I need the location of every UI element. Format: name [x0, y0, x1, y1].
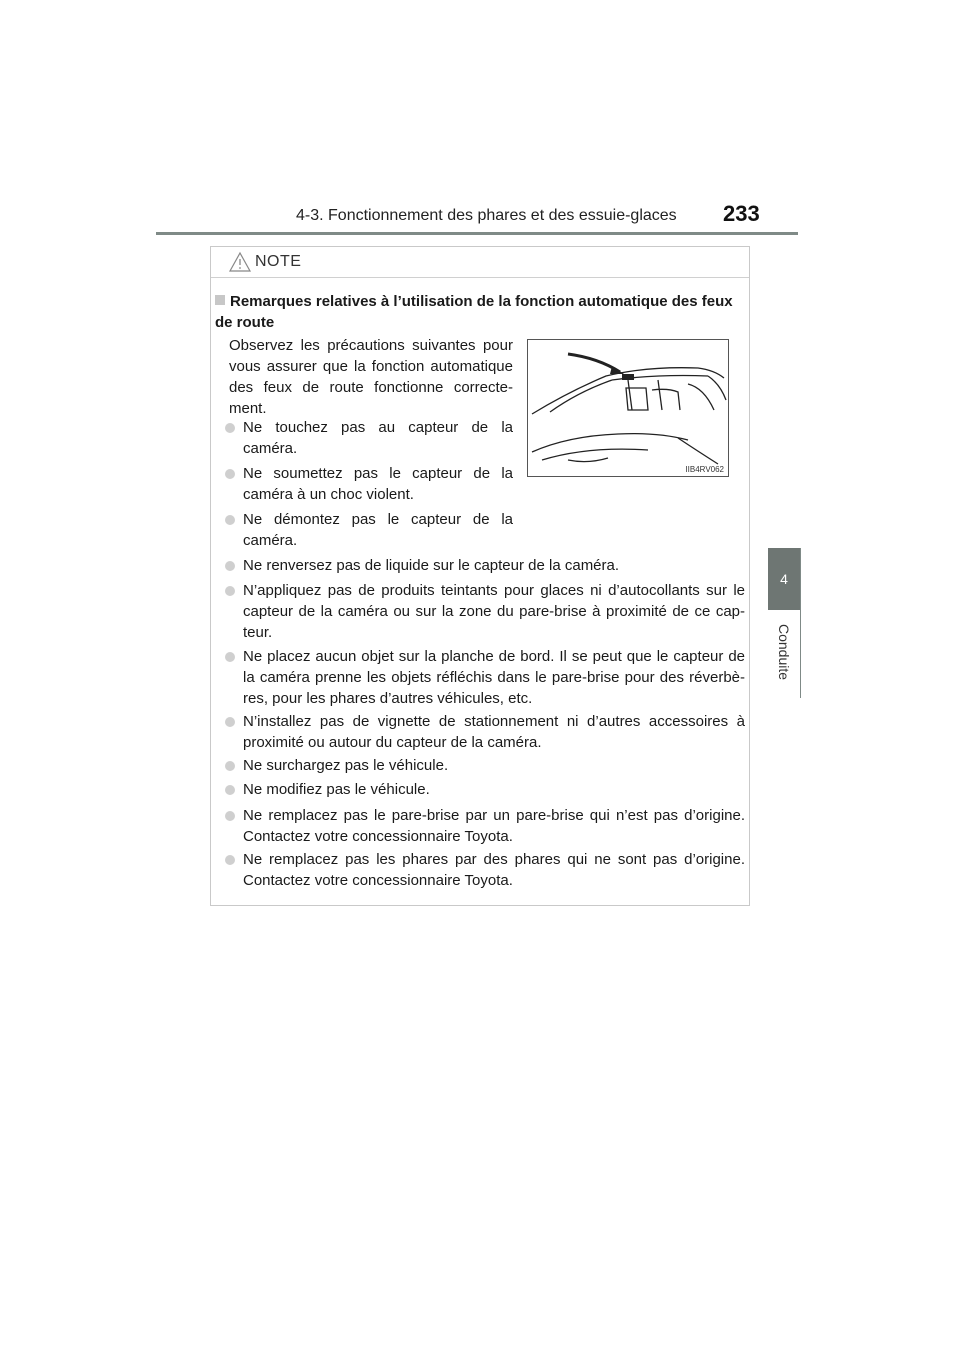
illustration-code: IIB4RV062 — [685, 465, 724, 474]
note-bullet — [225, 755, 745, 776]
note-heading — [215, 291, 745, 333]
bullet-text: Ne démontez pas le capteur de la caméra. — [243, 511, 513, 549]
note-bullet — [225, 779, 745, 800]
bullet-text: Ne remplacez pas les phares par des phares qui ne sont pas d’origine. Contactez votre concessionnaire Toyota. — [243, 851, 745, 889]
bullet-dot-icon — [225, 652, 235, 662]
note-bullet — [225, 555, 745, 576]
note-bullet — [225, 805, 745, 847]
note-label: NOTE — [255, 253, 302, 270]
bullet-text: N’appliquez pas de produits teintants pour glaces ni d’autocollants sur le capteur de la caméra ou sur la zone du pare-brise à proximité de ce cap-teur. — [243, 582, 745, 641]
note-bullet — [225, 646, 745, 709]
note-bullet — [225, 463, 513, 505]
note-box — [210, 246, 750, 906]
note-bullet — [225, 711, 745, 753]
bullet-dot-icon — [225, 423, 235, 433]
page-number: 233 — [723, 201, 760, 226]
bullet-text: Ne remplacez pas le pare-brise par un pare-brise qui n’est pas d’origine. Contactez votre concessionnaire Toyota. — [243, 807, 745, 845]
windshield-camera-illustration — [528, 340, 728, 476]
bullet-dot-icon — [225, 761, 235, 771]
note-header — [211, 247, 749, 278]
note-bullet — [225, 509, 513, 551]
bullet-text: Ne renversez pas de liquide sur le capteur de la caméra. — [243, 557, 620, 574]
header-divider — [156, 232, 798, 235]
note-bullet — [225, 417, 513, 459]
bullet-text: Ne surchargez pas le véhicule. — [243, 757, 449, 774]
bullet-dot-icon — [225, 515, 235, 525]
heading-square-icon — [215, 295, 225, 305]
bullet-text: Ne touchez pas au capteur de la caméra. — [243, 419, 513, 457]
bullet-dot-icon — [225, 469, 235, 479]
bullet-dot-icon — [225, 811, 235, 821]
bullet-dot-icon — [225, 586, 235, 596]
note-bullet — [225, 849, 745, 891]
bullet-text: N’installez pas de vignette de stationnement ni d’autres accessoires à proximité ou autour du capteur de la caméra. — [243, 713, 745, 751]
bullet-text: Ne placez aucun objet sur la planche de bord. Il se peut que le capteur de la caméra prenne les objets réfléchis dans le pare-brise pour des réverbè-res, pour les phares d’autres véhicules, etc. — [243, 648, 745, 707]
note-intro: Observez les précautions suivantes pour vous assurer que la fonction automatique des feux de route fonctionne correcte-ment. — [229, 337, 513, 417]
chapter-tab-number: 4 — [768, 548, 800, 610]
bullet-dot-icon — [225, 785, 235, 795]
chapter-tab-rule — [800, 548, 801, 698]
bullet-text: Ne modifiez pas le véhicule. — [243, 781, 430, 798]
chapter-tab-label: Conduite — [776, 623, 792, 681]
note-heading-text: Remarques relatives à l’utilisation de la fonction automatique des feux de route — [215, 293, 733, 331]
bullet-dot-icon — [225, 855, 235, 865]
bullet-text: Ne soumettez pas le capteur de la caméra à un choc violent. — [243, 465, 513, 503]
bullet-dot-icon — [225, 717, 235, 727]
section-title: 4-3. Fonctionnement des phares et des essuie-glaces — [296, 207, 677, 224]
warning-icon — [228, 251, 252, 273]
camera-illustration — [527, 339, 729, 477]
note-bullet — [225, 580, 745, 643]
bullet-dot-icon — [225, 561, 235, 571]
